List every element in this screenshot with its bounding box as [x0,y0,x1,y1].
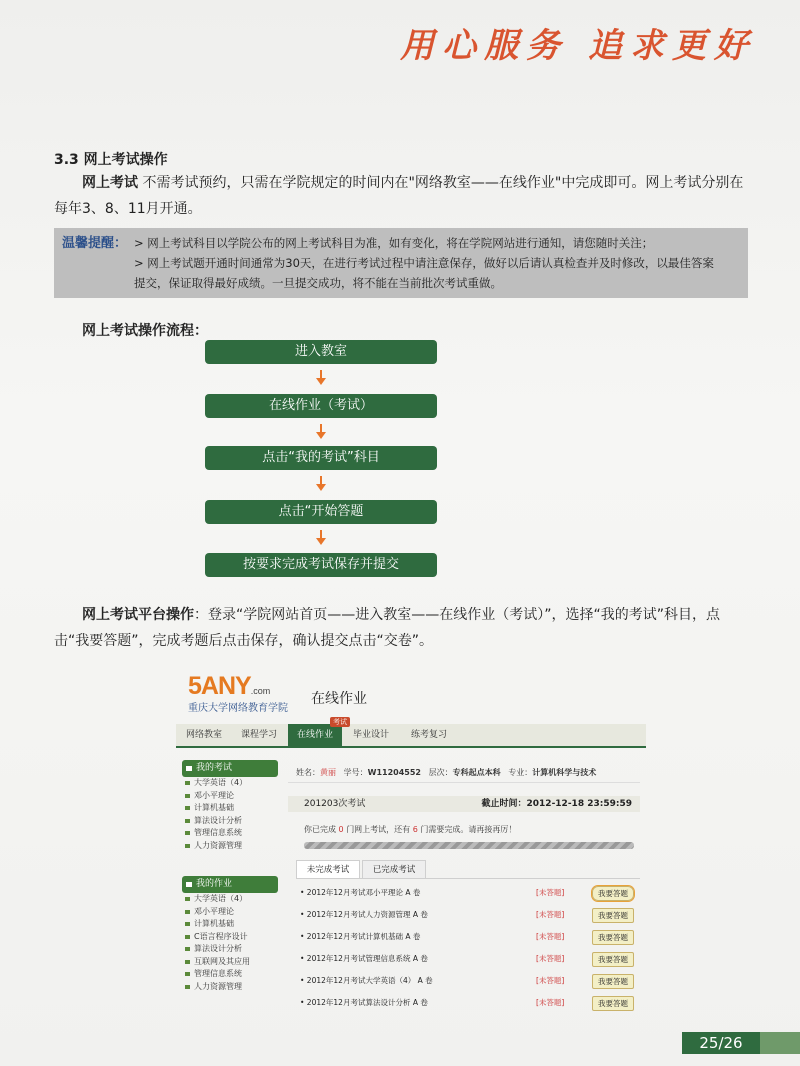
remaining-count: 6 [412,825,418,834]
list-item [296,883,640,903]
exam-title: • 2012年12月考试计算机基础 A 卷 [300,932,421,941]
logo-com: .com [250,686,271,696]
nav-online-homework[interactable]: 在线作业 [288,724,342,746]
logo-subtitle: 重庆大学网络教育学院 [188,703,288,714]
exam-status: [未答题] [536,976,565,985]
platform-paragraph [54,602,746,654]
tip-title: 温馨提醒： [62,236,128,251]
answer-button[interactable]: 我要答题 [592,930,634,945]
nav-exam-tag: 考试 [330,717,350,727]
exam-title: • 2012年12月考试人力资源管理 A 卷 [300,910,428,919]
answer-button[interactable]: 我要答题 [592,908,634,923]
flow-step-3: 点击“我的考试”科目 [205,446,437,470]
exam-status: [未答题] [536,954,565,963]
platform-screenshot [176,668,646,1008]
exam-status: [未答题] [536,888,565,897]
tip-line-2: > 网上考试题开通时间通常为30天，在进行考试过程中请注意保存，做好以后请认真检查并及时修改，以最佳答案 [134,256,714,270]
sidebar-item[interactable]: 管理信息系统 [182,968,278,981]
exam-title: • 2012年12月考试算法设计分析 A 卷 [300,998,428,1007]
sidebar-item[interactable]: C语言程序设计 [182,931,278,944]
msg-mid: 门网上考试，还有 [346,825,411,834]
sidebar-item[interactable]: 邓小平理论 [182,790,278,803]
student-level: 专科起点本科 [452,768,501,777]
list-item [296,971,640,991]
answer-button[interactable]: 我要答题 [592,996,634,1011]
sidebar-homework [182,876,278,993]
logo [188,672,270,701]
intro-bold: 网上考试 [82,175,138,191]
flow-step-5: 按要求完成考试保存并提交 [205,553,437,577]
tab-finished[interactable]: 已完成考试 [362,860,426,879]
page-number-strip [760,1032,800,1054]
flow-step-1: 进入教室 [205,340,437,364]
list-item [296,993,640,1013]
student-info [288,764,640,783]
sidebar-item[interactable]: 计算机基础 [182,918,278,931]
list-item [296,927,640,947]
exam-status: [未答题] [536,932,565,941]
flow-step-4: 点击“开始答题 [205,500,437,524]
sidebar-item[interactable]: 人力资源管理 [182,840,278,853]
sidebar-exams-title[interactable]: 我的考试 [182,760,278,777]
nav-classroom[interactable]: 网络教室 [185,730,222,740]
intro-paragraph [54,170,746,222]
page-number: 25/26 [682,1032,760,1054]
nav-courses[interactable]: 课程学习 [240,730,277,740]
exam-status: [未答题] [536,910,565,919]
exam-deadline [482,796,633,812]
tip-box [54,228,748,298]
list-item [296,905,640,925]
sidebar-item[interactable]: 人力资源管理 [182,981,278,994]
sidebar-item[interactable]: 大学英语（4） [182,777,278,790]
deadline-label: 截止时间： [481,799,527,809]
student-id: W11204552 [367,768,421,777]
student-name: 黄丽 [320,768,336,777]
sidebar-item[interactable]: 算法设计分析 [182,943,278,956]
progress-bar [304,842,634,849]
sidebar-exams [182,760,278,852]
sidebar-item[interactable]: 邓小平理论 [182,906,278,919]
tip-line-1: > 网上考试科目以学院公布的网上考试科目为准，如有变化，将在学院网站进行通知，请您随时关注； [134,236,654,250]
tip-line-3: 提交，保证取得最好成绩。一旦提交成功，将不能在当前批次考试重做。 [134,276,502,290]
student-major: 计算机科学与技术 [532,768,597,777]
sidebar-homework-title[interactable]: 我的作业 [182,876,278,893]
flow-arrow-icon [314,370,328,386]
logo-text: 5ANY [188,672,251,700]
app-title: 在线作业 [311,691,367,707]
exam-title: • 2012年12月考试大学英语（4） A 卷 [300,976,433,985]
answer-button[interactable]: 我要答题 [592,974,634,989]
answer-button[interactable]: 我要答题 [592,886,634,901]
answer-button[interactable]: 我要答题 [592,952,634,967]
deadline-value: 2012-12-18 23:59:59 [526,799,632,809]
sidebar-item[interactable]: 大学英语（4） [182,893,278,906]
sidebar-item[interactable]: 管理信息系统 [182,827,278,840]
name-label: 姓名： [296,768,320,777]
exam-name: 201203次考试 [304,799,366,809]
header-slogan: 用心服务 追求更好 [400,26,756,66]
platform-text: ：登录“学院网站首页——进入教室——在线作业（考试）”，选择“我的考试”科目，点击“我要答题”，完成考题后点击保存，确认提交点击“交卷”。 [54,607,721,649]
flow-title: 网上考试操作流程： [82,323,208,339]
exam-status: [未答题] [536,998,565,1007]
done-count: 0 [338,825,344,834]
nav-graduation[interactable]: 毕业设计 [352,730,389,740]
flow-arrow-icon [314,424,328,440]
sidebar-item[interactable]: 计算机基础 [182,802,278,815]
level-label: 层次： [428,768,453,777]
exam-title: • 2012年12月考试管理信息系统 A 卷 [300,954,428,963]
exam-list [296,878,640,1008]
exam-header [288,796,640,812]
msg-suffix: 门需要完成。请再接再厉！ [420,825,517,834]
flow-step-2: 在线作业（考试） [205,394,437,418]
msg-prefix: 你已完成 [304,825,336,834]
intro-text: 不需考试预约，只需在学院规定的时间内在"网络教室——在线作业"中完成即可。网上考试分别在每年3、8、11月开通。 [54,175,744,217]
nav-review[interactable]: 练考复习 [410,730,447,740]
sidebar-item[interactable]: 互联网及其应用 [182,956,278,969]
id-label: 学号： [343,768,368,777]
tab-unfinished[interactable]: 未完成考试 [296,860,360,879]
exam-main [288,764,640,1008]
major-label: 专业： [508,768,533,777]
sidebar-item[interactable]: 算法设计分析 [182,815,278,828]
exam-title: • 2012年12月考试邓小平理论 A 卷 [300,888,421,897]
flow-arrow-icon [314,476,328,492]
nav-bar [176,724,646,748]
list-item [296,949,640,969]
section-title: 3.3 网上考试操作 [54,152,168,168]
platform-bold: 网上考试平台操作 [82,607,194,623]
exam-progress-message [304,824,516,835]
flow-arrow-icon [314,530,328,546]
